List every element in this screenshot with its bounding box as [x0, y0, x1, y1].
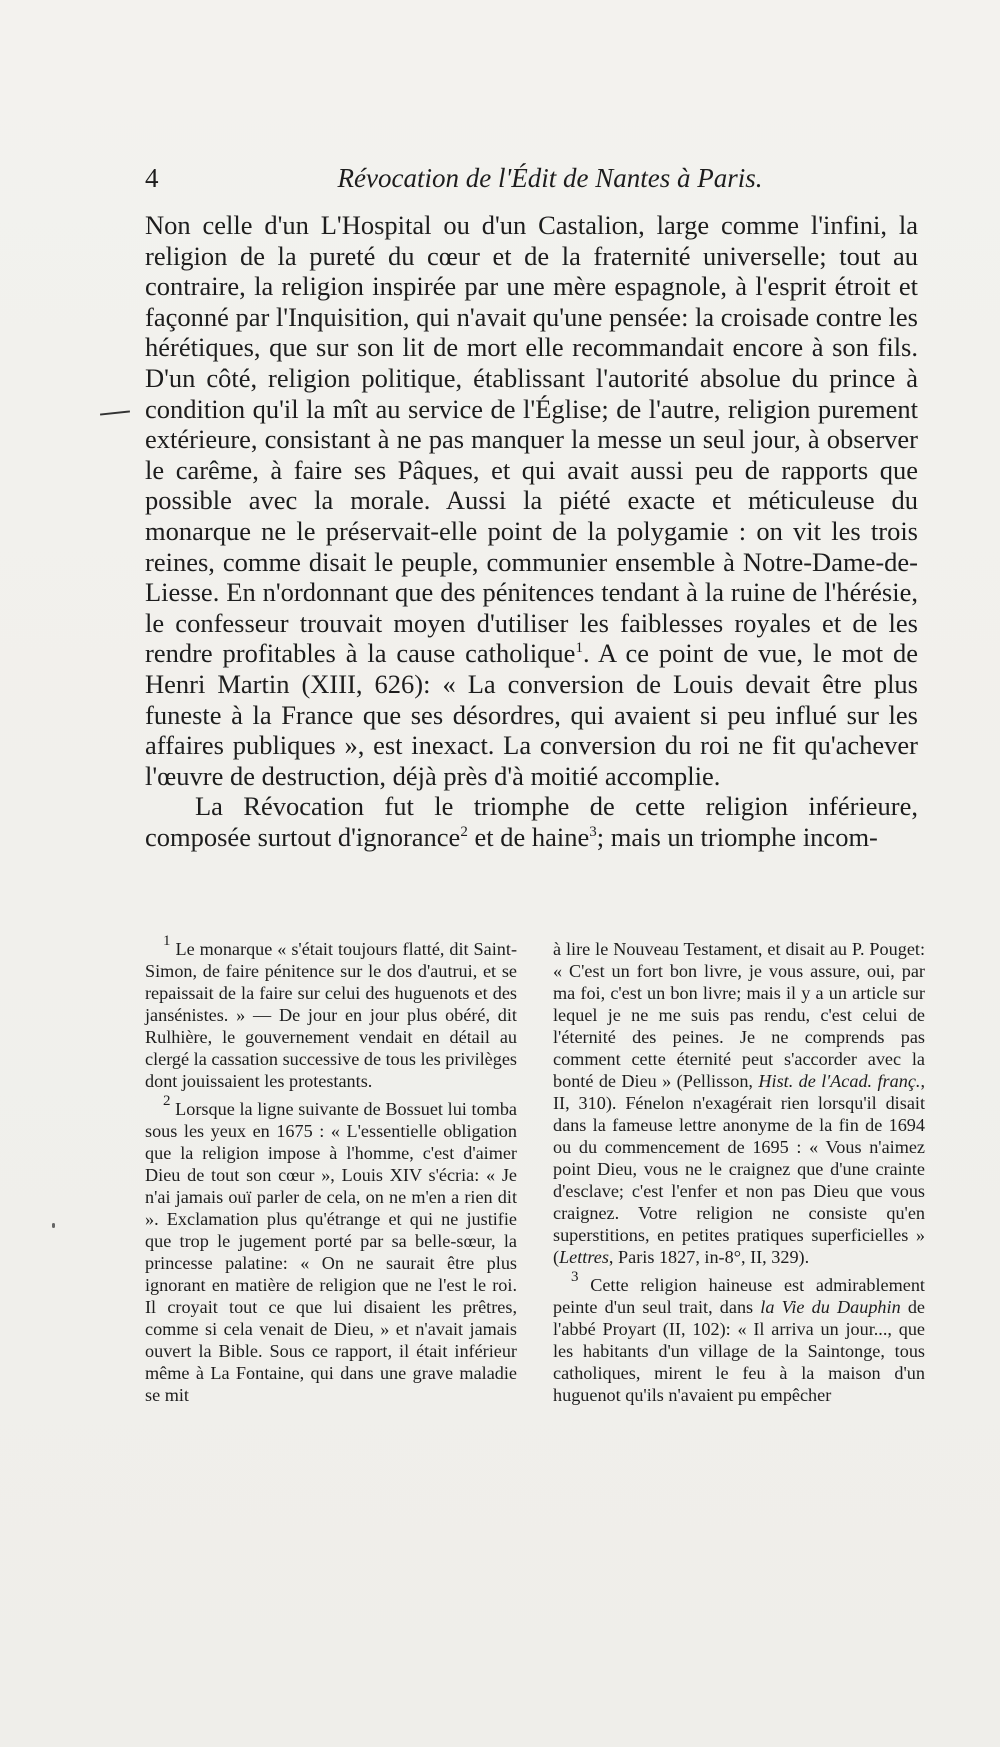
footnote-2	[145, 1093, 517, 1406]
footnote-3-text-b: de l'abbé Proyart (II, 102): « Il arriva un jour..., que les habitants d'un village de la Saintonge, tous catholiques, mirent le feu à la maison d'un huguenot qu'ils n'avaient pu empêcher	[553, 1297, 926, 1405]
footnote-1-text: Le monarque « s'était toujours flatté, dit Saint-Simon, de faire pénitence sur le dos d'autrui, et se repaissait de la faire sur celui des huguenots et des jansénistes. » — De jour en jour plus obéré, dit Rulhière, le gouvernement vendait en détail au clergé la cassation successive de tous les privilèges dont jouissaient les protestants.	[145, 939, 517, 1091]
footnote-3-marker: 3	[571, 1269, 579, 1285]
footnote-ref-1: 1	[575, 640, 583, 657]
footnotes-left-column	[145, 933, 517, 1412]
footnotes-right-column	[553, 938, 925, 1412]
footnote-2-cont-text-c: , Paris 1827, in-8°, II, 329).	[608, 1247, 810, 1267]
footnotes	[145, 933, 926, 1412]
footnote-ref-2: 2	[460, 823, 468, 840]
paragraph-2-text-b: et de haine	[467, 821, 590, 852]
footnote-3-title: la Vie du Dauphin	[760, 1297, 901, 1317]
footnote-2-cont-title-1: Hist. de l'Acad. franç.	[758, 1071, 921, 1091]
main-text	[145, 210, 918, 852]
paragraph-1-text: Non celle d'un L'Hospital ou d'un Castalion, large comme l'infini, la religion de la pureté du cœur et de la fraternité universelle; tout au contraire, la religion inspirée par une mère espagnole, à l'esprit étroit et façonné par l'Inquisition, qui n'avait qu'une pensée: la croisade contre les hérétiques, que sur son lit de mort elle recommandait encore à son fils. D'un côté, religion politique, établissant l'autorité absolue du prince à condition qu'il la mît au service de l'Église; de l'autre, religion purement extérieure, consistant à ne pas manquer la messe un seul jour, à observer le carême, à faire ses Pâques, et qui avait aussi peu de rapports que possible avec la morale. Aussi la piété exacte et méticuleuse du monarque ne le préservait-elle point de la polygamie : on vit les trois reines, comme disait le peuple, communier ensemble à Notre-Dame-de-Liesse. En n'ordonnant que des pénitences tendant à la ruine de l'hérésie, le confesseur trouvait moyen d'utiliser les faiblesses royales et de les rendre profitables à la cause catholique	[145, 210, 918, 669]
footnote-2-cont-title-2: Lettres	[559, 1247, 609, 1267]
footnote-1-marker: 1	[163, 933, 171, 949]
running-title: Révocation de l'Édit de Nantes à Paris.	[337, 163, 763, 193]
footnote-2-marker: 2	[163, 1093, 171, 1109]
footnote-2-text: Lorsque la ligne suivante de Bossuet lui tomba sous les yeux en 1675 : « L'essentielle obligation que la religion impose à l'homme, c'est d'aimer Dieu de tout son cœur », Louis XIV s'écria: « Je n'ai jamais ouï parler de cela, on ne m'en a rien dit ». Exclamation plus qu'étrange et qui ne justifie que trop le jugement porté par sa belle-sœur, la princesse palatine: « On ne saurait être plus ignorant en matière de religion que ne l'est le roi. Il croyait tout ce que lui disaient les prêtres, comme si cela venait de Dieu, » et n'avait jamais ouvert la Bible. Sous ce rapport, il était inférieur même à La Fontaine, qui dans une grave maladie se mit	[145, 1099, 517, 1405]
paragraph-1-text-cont: . A ce point de vue, le mot de Henri Martin (XIII, 626): « La conversion de Louis devait être plus funeste à la France que ses désordres, qui avaient si peu influé sur les affaires publiques », est inexact. La conversion du roi ne fit qu'achever l'œuvre de destruction, déjà près d'à moitié accomplie.	[145, 638, 918, 791]
paragraph-2	[145, 791, 918, 852]
footnote-3	[553, 1269, 926, 1406]
page-speck	[52, 1223, 55, 1228]
paragraph-1	[145, 210, 918, 791]
footnote-2-continued	[553, 938, 925, 1268]
footnote-1	[145, 933, 517, 1092]
footnote-2-cont-text-b: , II, 310). Fénelon n'exagérait rien lorsqu'il disait dans la fameuse lettre anonyme de la fin de 1694 ou du commencement de 1695 : « Vous n'aimez point Dieu, vous ne le craignez que d'une crainte d'esclave; c'est l'enfer et non pas Dieu que vous craignez. Votre religion ne consiste qu'en superstitions, en petites pratiques superficielles » (	[553, 1071, 925, 1267]
footnote-ref-3: 3	[589, 823, 597, 840]
footnote-3-text-a: Cette religion haineuse est admirablement peinte d'un seul trait, dans	[553, 1275, 925, 1317]
paragraph-2-text-a: La Révocation fut le triomphe de cette religion inférieure, composée surtout d'ignorance	[145, 791, 918, 852]
page-number: 4	[145, 163, 159, 193]
footnote-2-cont-text-a: à lire le Nouveau Testament, et disait au P. Pouget: « C'est un fort bon livre, je vous assure, oui, par ma foi, c'est un bon livre; mais il y a un article sur lequel je ne me suis pas rendu, c'est celui de l'éternité des peines. Je ne comprends pas comment cette éternité peut s'accorder avec la bonté de Dieu » (Pellisson,	[553, 939, 925, 1091]
margin-pencil-mark	[100, 410, 130, 415]
page-header	[145, 163, 915, 199]
paragraph-2-text-c: ; mais un triomphe incom-	[596, 821, 878, 852]
